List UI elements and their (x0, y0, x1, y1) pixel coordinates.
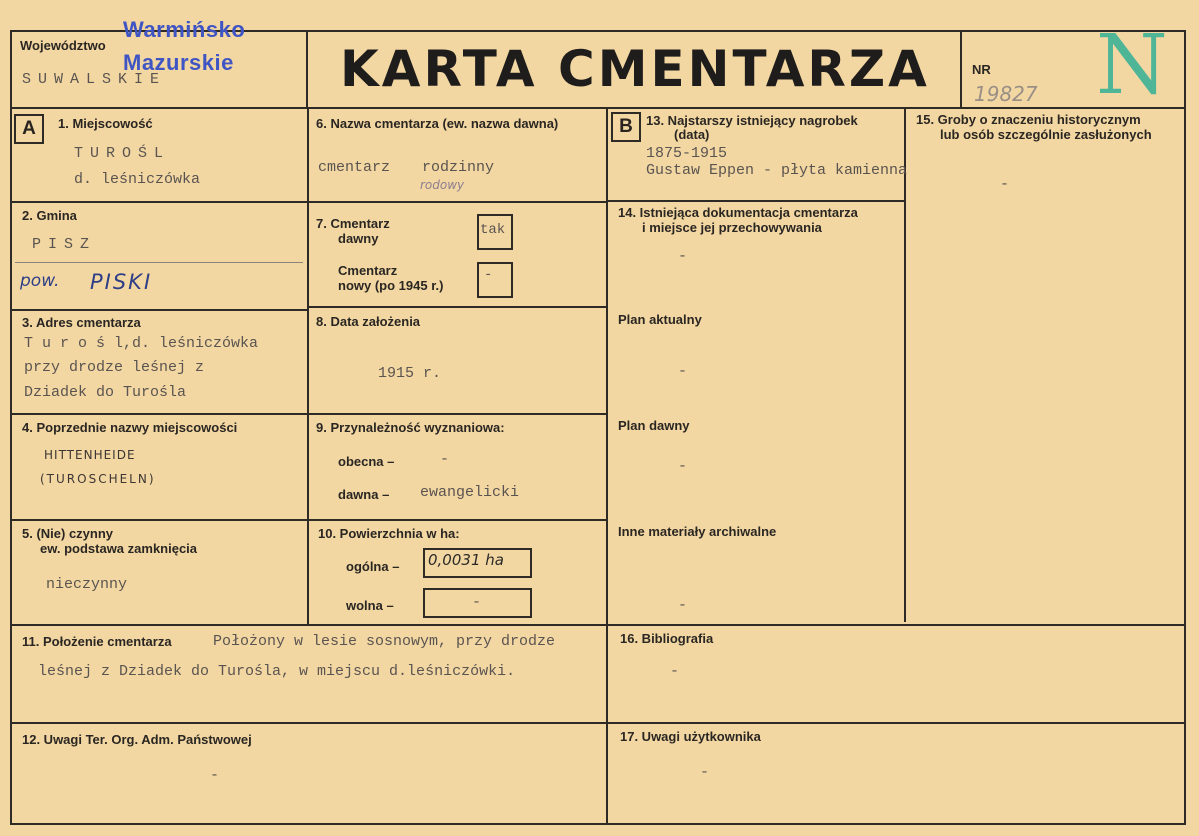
field-15-value: - (1000, 176, 1010, 193)
field-14-value: - (678, 248, 688, 265)
header-divider-1 (306, 30, 308, 108)
plan-dawny-label: Plan dawny (618, 418, 690, 433)
wojewodztwo-value: SUWALSKIE (22, 71, 167, 88)
field-5-value: nieczynny (46, 576, 128, 593)
field-15-label-2: lub osób szczególnie zasłużonych (940, 127, 1152, 142)
header-bottom-line (10, 107, 1186, 109)
field-9-label: 9. Przynależność wyznaniowa: (316, 420, 505, 435)
field-4-line2: (TUROSCHELN) (40, 472, 156, 486)
field-2-hand-prefix: pow. (20, 271, 60, 291)
region-stamp-line2: Mazurskie (123, 50, 234, 75)
field-9-dawna-label: dawna – (338, 487, 390, 502)
cemetery-card-form (10, 17, 1186, 825)
frame-right (1184, 30, 1186, 825)
row-line-6-7 (307, 201, 608, 203)
field-2-value: PISZ (32, 236, 97, 253)
col-divider-3 (904, 108, 906, 622)
field-11-line1: Położony w lesie sosnowym, przy drodze (213, 633, 556, 650)
field-15-label-1: 15. Groby o znaczeniu historycznym (916, 112, 1141, 127)
field-11-label: 11. Położenie cmentarza (22, 634, 172, 649)
section-b-marker: B (611, 112, 641, 142)
field-2-hand-value: PISKI (90, 270, 153, 294)
field-7-label-3: Cmentarz (338, 263, 398, 278)
col-divider-2 (606, 108, 608, 825)
field-3-label: 3. Adres cmentarza (22, 315, 141, 330)
field-3-line2: przy drodze leśnej z (24, 359, 205, 376)
page-title: KARTA CMENTARZA (340, 40, 930, 98)
row-line-11-12 (10, 722, 1186, 724)
field-7-dawny-value: tak (480, 222, 506, 238)
field-10-ogolna-label: ogólna – (346, 559, 400, 574)
field-16-value: - (670, 663, 680, 680)
field-16-label: 16. Bibliografia (620, 631, 714, 646)
gmina-underline (15, 262, 303, 263)
row-line-7-8 (307, 306, 608, 308)
field-13-label-1: 13. Najstarszy istniejący nagrobek (646, 113, 858, 128)
row-line-1-2 (10, 201, 308, 203)
field-1-line2: d. leśniczówka (74, 171, 201, 188)
nr-value: 19827 (974, 82, 1038, 106)
inne-materialy-value: - (678, 597, 688, 614)
field-6-bracketed-name: rodzinny (422, 159, 495, 176)
field-4-label: 4. Poprzednie nazwy miejscowości (22, 420, 238, 435)
field-13-line2: Gustaw Eppen - płyta kamienna (646, 162, 908, 179)
field-9-dawna-value: ewangelicki (420, 484, 520, 501)
plan-aktualny-value: - (678, 363, 688, 380)
field-7-nowy-box (477, 262, 513, 298)
row-line-9-10 (307, 519, 608, 521)
wojewodztwo-label: Województwo (20, 38, 106, 53)
field-3-line3: Dziadek do Turośla (24, 384, 187, 401)
field-14-label-2: i miejsce jej przechowywania (642, 220, 822, 235)
field-4-line1: HITTENHEIDE (44, 448, 136, 462)
field-12-label: 12. Uwagi Ter. Org. Adm. Państwowej (22, 732, 252, 747)
field-1-label: 1. Miejscowość (58, 116, 153, 131)
row-line-bottom-block (10, 624, 1186, 626)
field-7-label-2: dawny (338, 231, 379, 246)
field-8-label: 8. Data założenia (316, 314, 421, 329)
field-12-value: - (210, 767, 220, 784)
field-2-label: 2. Gmina (22, 208, 77, 223)
col-divider-1 (307, 108, 309, 626)
plan-aktualny-label: Plan aktualny (618, 312, 702, 327)
field-10-ogolna-value: 0,0031 ha (428, 551, 504, 569)
field-10-wolna-label: wolna – (346, 598, 394, 613)
field-17-label: 17. Uwagi użytkownika (620, 729, 761, 744)
row-line-13-14 (606, 200, 906, 202)
field-6-value: cmentarz (318, 159, 391, 176)
field-13-line1: 1875-1915 (646, 145, 728, 162)
field-7-label-1: 7. Cmentarz (316, 216, 390, 231)
field-3-line1: T u r o ś l,d. leśniczówka (24, 335, 259, 352)
field-14-label-1: 14. Istniejąca dokumentacja cmentarza (618, 205, 858, 220)
field-7-label-4: nowy (po 1945 r.) (338, 278, 444, 293)
field-10-label: 10. Powierzchnia w ha: (318, 526, 460, 541)
nr-label: NR (972, 62, 991, 77)
category-letter-mark: N (1096, 18, 1168, 113)
header-divider-2 (960, 30, 962, 108)
field-17-value: - (700, 764, 710, 781)
inne-materialy-label: Inne materiały archiwalne (618, 524, 777, 539)
field-5-label-1: 5. (Nie) czynny (22, 526, 114, 541)
row-line-3-4 (10, 413, 308, 415)
frame-left (10, 30, 12, 825)
field-11-line2: leśnej z Dziadek do Turośla, w miejscu d.leśniczówki. (38, 663, 516, 680)
field-10-wolna-value: - (472, 594, 482, 611)
row-line-8-9 (307, 413, 608, 415)
row-line-4-5 (10, 519, 308, 521)
field-9-obecna-value: - (440, 451, 450, 468)
field-6-label: 6. Nazwa cmentarza (ew. nazwa dawna) (316, 116, 559, 131)
section-a-marker: A (14, 114, 44, 144)
field-8-value: 1915 r. (378, 365, 442, 382)
plan-dawny-value: - (678, 458, 688, 475)
field-5-label-2: ew. podstawa zamknięcia (40, 541, 198, 556)
field-9-obecna-label: obecna – (338, 454, 395, 469)
field-7-nowy-value: - (484, 267, 493, 283)
frame-bottom (10, 823, 1186, 825)
row-line-2-3 (10, 309, 308, 311)
field-1-line1: TUROŚL (74, 145, 171, 162)
field-6-handwritten-alt: rodowy (420, 178, 465, 192)
region-stamp-line1: Warmińsko (123, 17, 246, 42)
field-13-label-2: (data) (674, 127, 710, 142)
